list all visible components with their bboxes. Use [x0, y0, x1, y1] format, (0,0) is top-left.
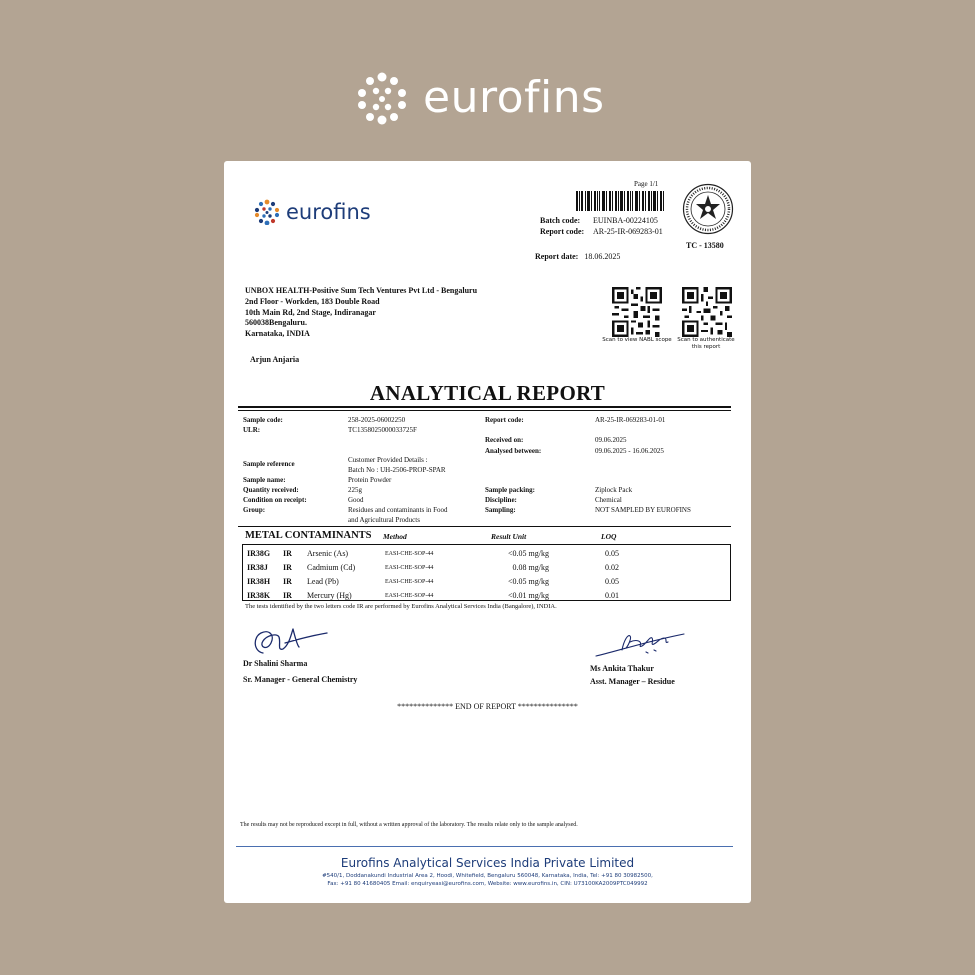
col-method: Method — [383, 532, 407, 541]
sample-ref-1: Customer Provided Details : — [348, 456, 428, 464]
client-line1: UNBOX HEALTH-Positive Sum Tech Ventures Pvt Ltd - Bengaluru — [245, 286, 478, 295]
table-row — [243, 561, 730, 575]
footer-company: Eurofins Analytical Services India Private Limited — [340, 856, 635, 870]
report-code-label: Report code: — [540, 226, 585, 236]
row-method: EASI-CHE-SOP-44 — [385, 593, 434, 599]
report-date — [535, 252, 620, 263]
row-loq: 0.02 — [605, 563, 619, 572]
col-loq: LOQ — [601, 532, 617, 541]
row-loq: 0.05 — [605, 549, 619, 558]
results-note: The tests identified by the two letters code IR are performed by Eurofins Analytical Services India (Bangalore), INDIA. — [245, 603, 557, 610]
analysed-value: 09.06.2025 - 16.06.2025 — [595, 447, 664, 455]
report-logo — [254, 199, 371, 225]
row-lab: IR — [283, 577, 292, 586]
results-table — [242, 544, 731, 601]
row-lab: IR — [283, 591, 292, 600]
received-label: Received on: — [485, 436, 524, 444]
sample-name: Protein Powder — [348, 476, 392, 484]
row-result: <0.05 mg/kg — [508, 549, 549, 558]
row-result: 0.08 mg/kg — [512, 563, 549, 572]
section-title: METAL CONTAMINANTS — [245, 530, 372, 541]
qr2-caption — [674, 337, 738, 351]
row-code: IR38K — [247, 591, 271, 600]
qr2-caption-line2: this report — [691, 344, 721, 351]
report-logo-wordmark: eurofins — [286, 199, 371, 224]
table-row — [243, 589, 730, 603]
ulr-label: ULR: — [243, 426, 261, 434]
barcode-icon — [576, 191, 664, 211]
group-2: and Agricultural Products — [348, 516, 420, 524]
row-method: EASI-CHE-SOP-44 — [385, 579, 434, 585]
row-code: IR38J — [247, 563, 268, 572]
row-method: EASI-CHE-SOP-44 — [385, 565, 434, 571]
client-address — [245, 286, 477, 340]
group-1: Residues and contaminants in Food — [348, 506, 448, 514]
sample-code-label: Sample code: — [243, 416, 283, 424]
signer1-name: Dr Shalini Sharma — [243, 659, 308, 668]
row-analyte: Mercury (Hg) — [307, 591, 352, 600]
qr-code-icon[interactable] — [682, 287, 732, 337]
discipline-value: Chemical — [595, 496, 622, 504]
batch-code-label: Batch code: — [540, 216, 581, 225]
client-line4: 560038Bengaluru. — [245, 318, 308, 328]
report-date-value: 18.06.2025 — [584, 252, 621, 261]
sample-name-label: Sample name: — [243, 476, 286, 484]
footer-address-line1: #540/1, Doddanakundi Industrial Area 2, Hoodi, Whitefield, Bengaluru 560048, Karnataka, India, Tel: +91 80 30982500, — [322, 873, 653, 879]
table-row — [243, 547, 730, 561]
sample-ref-2: Batch No : UH-2506-PROP-SPAR — [348, 466, 446, 474]
packing-value: Ziplock Pack — [595, 486, 633, 494]
sample-info — [243, 416, 733, 526]
title-rule-thin — [238, 410, 731, 411]
signer2-name: Ms Ankita Thakur — [590, 664, 654, 673]
quantity-value: 225g — [348, 486, 362, 494]
row-analyte: Cadmium (Cd) — [307, 563, 356, 572]
row-lab: IR — [283, 563, 292, 572]
codes-block — [540, 216, 680, 238]
row-code: IR38G — [247, 549, 271, 558]
sampling-label: Sampling: — [485, 506, 516, 514]
row-method: EASI-CHE-SOP-44 — [385, 551, 434, 557]
row-result: <0.01 mg/kg — [508, 591, 549, 600]
eurofins-dots-icon — [254, 199, 280, 225]
group-label: Group: — [243, 506, 266, 514]
report-code-value: AR-25-IR-069283-01 — [593, 226, 663, 236]
table-row — [243, 575, 730, 589]
quantity-label: Quantity received: — [243, 486, 299, 494]
disclaimer: The results may not be reproduced except in full, without a written approval of the laboratory. The results relate only to the sample analysed. — [240, 822, 578, 828]
client-line2: 2nd Floor - Workden, 183 Double Road — [245, 296, 380, 306]
brand-wordmark: eurofins — [423, 72, 605, 123]
report-document — [224, 161, 751, 903]
batch-code-value: EUINBA-00224105 — [593, 216, 658, 225]
info-rule — [238, 526, 731, 527]
sampling-value: NOT SAMPLED BY EUROFINS — [595, 506, 691, 514]
condition-value: Good — [348, 496, 364, 504]
top-brand-logo — [355, 70, 605, 126]
sample-ref-label: Sample reference — [243, 460, 295, 468]
report-date-label: Report date: — [535, 252, 579, 261]
client-line5: Karnataka, INDIA — [245, 329, 310, 339]
info-report-code-label: Report code: — [485, 416, 524, 424]
qr-code-icon[interactable] — [610, 287, 664, 337]
info-report-code: AR-25-IR-069283-01-01 — [595, 416, 666, 424]
row-loq: 0.05 — [605, 577, 619, 586]
client-contact: Arjun Anjaria — [250, 355, 300, 364]
signature-icon — [249, 623, 329, 659]
signer1-title: Sr. Manager - General Chemistry — [243, 675, 358, 684]
received-value: 09.06.2025 — [595, 436, 627, 444]
footer-address-line2: Fax: +91 80 41680405 Email: enquiryeasi@eurofins.com, Website: www.eurofins.in, CIN: U73100KA2009PTC049992 — [327, 881, 648, 888]
col-result: Result Unit — [491, 532, 527, 541]
report-title: ANALYTICAL REPORT — [369, 381, 606, 405]
seal-icon — [682, 183, 734, 235]
sample-code: 258-2025-06002250 — [348, 416, 406, 424]
row-analyte: Lead (Pb) — [307, 577, 339, 586]
row-lab: IR — [283, 549, 292, 558]
signature-icon — [594, 626, 686, 662]
row-loq: 0.01 — [605, 591, 619, 600]
qr1-caption: Scan to view NABL scope — [602, 337, 672, 343]
end-of-report: ************** END OF REPORT *************** — [397, 702, 578, 711]
discipline-label: Discipline: — [485, 496, 517, 504]
eurofins-dots-icon — [355, 71, 409, 125]
client-line3: 10th Main Rd, 2nd Stage, Indiranagar — [245, 307, 376, 317]
footer-address — [224, 872, 751, 889]
ulr-value: TC1358025000033725F — [348, 426, 417, 434]
row-result: <0.05 mg/kg — [508, 577, 549, 586]
signer2-title: Asst. Manager – Residue — [590, 677, 675, 686]
analysed-label: Analysed between: — [485, 447, 542, 455]
title-rule — [238, 406, 731, 408]
condition-label: Condition on receipt: — [243, 496, 307, 504]
footer-rule — [236, 846, 733, 847]
row-code: IR38H — [247, 577, 271, 586]
row-analyte: Arsenic (As) — [307, 549, 349, 558]
tc-number: TC - 13580 — [686, 241, 724, 250]
qr2-caption-line1: Scan to authenticate — [677, 337, 735, 343]
page-number: Page 1/1 — [634, 180, 659, 188]
packing-label: Sample packing: — [485, 486, 535, 494]
